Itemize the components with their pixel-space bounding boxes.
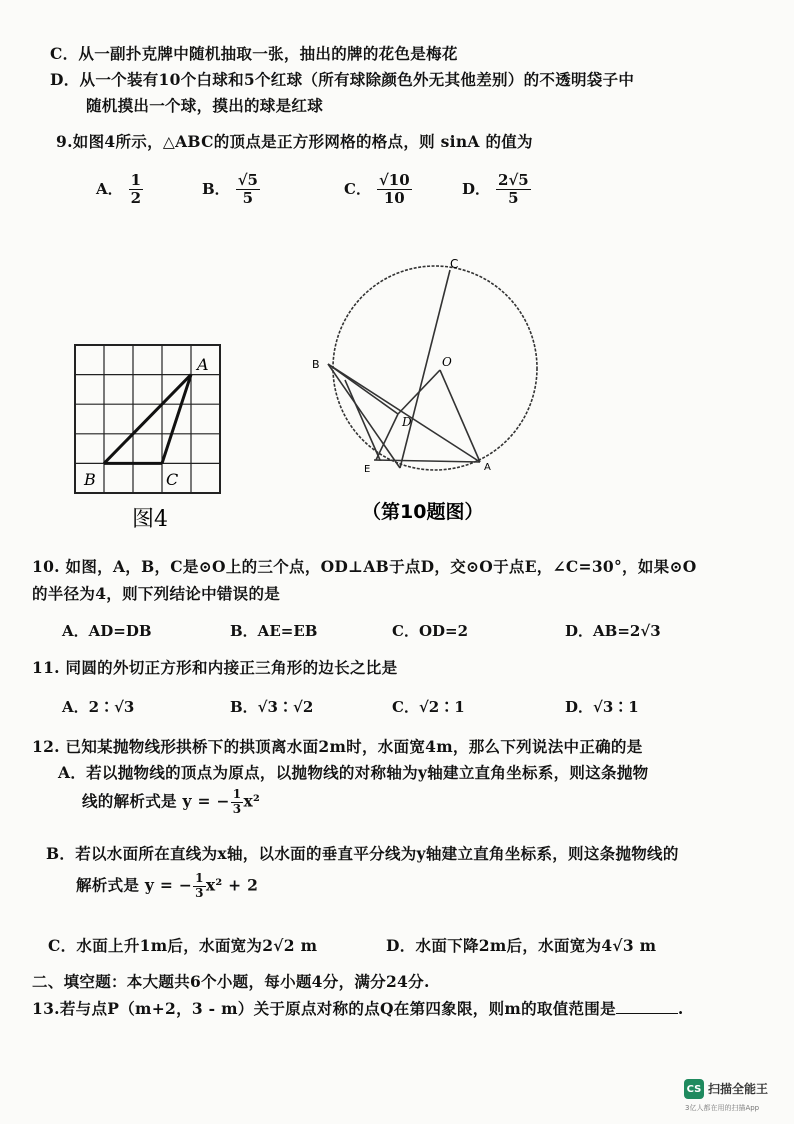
- label-a-right: A: [484, 462, 491, 473]
- camscanner-logo: CS: [684, 1079, 704, 1099]
- q12-option-b-line1: B．若以水面所在直线为x轴，以水面的垂直平分线为y轴建立直角坐标系，则这条抛物线的: [46, 844, 679, 863]
- label-c-top: C: [450, 257, 459, 271]
- figure-4-grid: [70, 340, 230, 540]
- q11-option-b: B．√3∶√2: [230, 698, 314, 716]
- q10-option-c: C．OD=2: [392, 622, 469, 640]
- q12-option-a-line2: 线的解析式是 y = − $\frac{1}{3}$ x²: [82, 787, 261, 816]
- label-o: O: [442, 355, 452, 369]
- label-e: E: [364, 464, 371, 475]
- q8-option-d-line2: 随机摸出一个球，摸出的球是红球: [86, 96, 324, 115]
- watermark-subtitle: 3亿人都在用的扫描App: [685, 1104, 760, 1112]
- q12-option-b-line2: 解析式是 y = − $\frac{1}{3}$ x² + 2: [76, 871, 259, 900]
- q8-option-d-line1: D．从一个装有10个白球和5个红球（所有球除颜色外无其他差别）的不透明袋子中: [50, 70, 635, 89]
- watermark-name: 扫描全能王: [708, 1082, 769, 1096]
- label-c: C: [166, 470, 179, 489]
- q11-option-d: D．√3∶1: [565, 698, 639, 716]
- label-d: D: [402, 415, 412, 429]
- q12-stem: 12. 已知某抛物线形拱桥下的拱顶离水面2m时，水面宽4m，那么下列说法中正确的是: [32, 737, 643, 756]
- q10-stem-line2: 的半径为4，则下列结论中错误的是: [32, 584, 281, 603]
- q10-stem-line1: 10. 如图，A，B，C是⊙O上的三个点，OD⊥AB于点D，交⊙O于点E，∠C=30°，如果⊙O: [32, 557, 697, 576]
- q9-option-d: D． $\frac{2√5}{5}$: [462, 171, 529, 208]
- q10-option-b: B．AE=EB: [230, 622, 318, 640]
- q11-option-a: A．2∶√3: [62, 698, 135, 716]
- q11-option-c: C．√2∶1: [392, 698, 465, 716]
- q13-stem: 13.若与点P（m+2，3 - m）关于原点对称的点Q在第四象限，则m的取值范围是 .: [32, 999, 684, 1018]
- figure-10-caption: （第10题图）: [362, 501, 484, 523]
- q12-option-c: C．水面上升1m后，水面宽为2√2 m: [48, 936, 318, 955]
- q10-option-d: D．AB=2√3: [565, 622, 661, 640]
- figure-10-circle: [300, 250, 560, 530]
- q10-option-a: A．AD=DB: [62, 622, 152, 640]
- figure-4-caption: 图4: [132, 507, 168, 532]
- q9-stem: 9.如图4所示，△ABC的顶点是正方形网格的格点，则 sinA 的值为: [56, 132, 533, 151]
- triangle-abc: [104, 375, 191, 464]
- label-b-left: B: [312, 358, 320, 371]
- q12-option-a-line1: A．若以抛物线的顶点为原点，以抛物线的对称轴为y轴建立直角坐标系，则这条抛物: [58, 763, 649, 782]
- q13-answer-blank: [616, 1013, 678, 1014]
- q12-option-d: D．水面下降2m后，水面宽为4√3 m: [386, 936, 657, 955]
- section-2-heading: 二、填空题：本大题共6个小题，每小题4分，满分24分.: [32, 972, 430, 991]
- q11-stem: 11. 同圆的外切正方形和内接正三角形的边长之比是: [32, 658, 398, 677]
- q9-option-a: A． $\frac{1}{2}$: [96, 171, 142, 208]
- label-b: B: [84, 470, 96, 489]
- label-a: A: [197, 355, 209, 374]
- q8-option-c: C．从一副扑克牌中随机抽取一张，抽出的牌的花色是梅花: [50, 44, 458, 63]
- q9-option-b: B． $\frac{√5}{5}$: [202, 171, 258, 208]
- q9-option-c: C． $\frac{√10}{10}$: [344, 171, 410, 208]
